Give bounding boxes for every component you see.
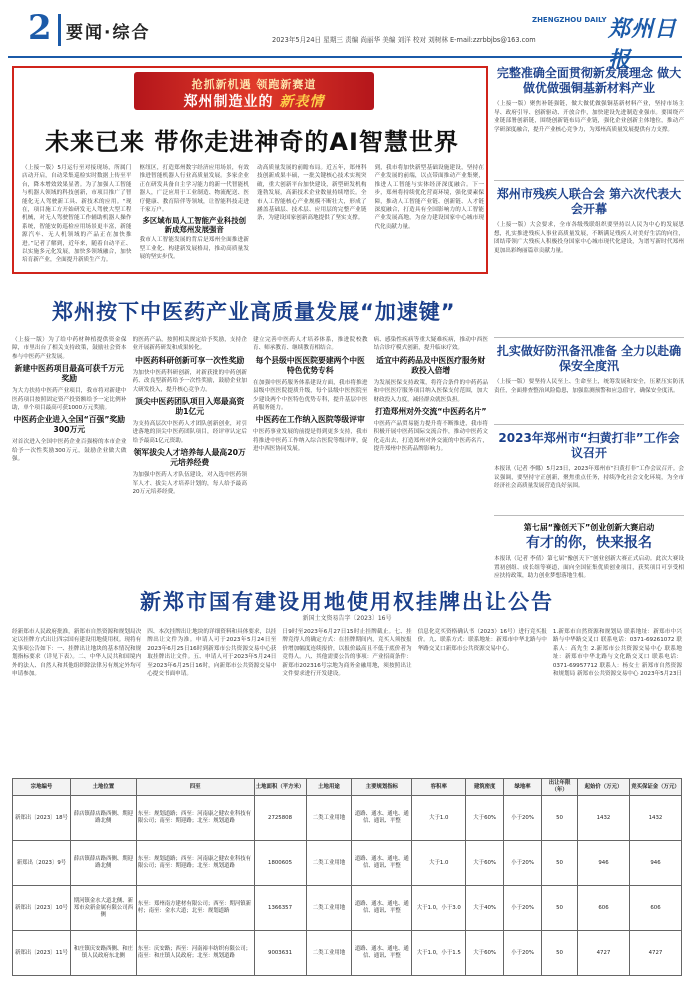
tcm-subhead: 打造郑州对外交流“中医药名片” <box>374 407 487 417</box>
tcm-text: 为加强中医药人才队伍建设，对入选中医药领军人才、拔尖人才培养计划的，每人给予最高20万元培养经费。 <box>132 472 247 496</box>
table-row <box>13 841 682 886</box>
table-cell: 二类工业用地 <box>306 886 352 931</box>
table-cell: 1432 <box>629 796 681 841</box>
table-cell: 9003631 <box>254 931 306 976</box>
table-cell: 道路、通水、通电、通信、通讯、平整 <box>352 886 412 931</box>
tcm-text: 对首次进入全国中医药企业百强榜的本市企业给予一次性奖励300万元，鼓励企业做大做强。 <box>12 439 127 463</box>
tcm-text: 的医药产品，按照相关规定给予奖励，支持企业开展新药研发和成果转化。 <box>132 337 247 352</box>
table-header: 建筑密度 <box>466 779 504 796</box>
table-header: 土地面积（平方米） <box>254 779 306 796</box>
tcm-text: 在加强中医药服务体系建设方面，我市将推进县级中医医院提质升级，每个县级中医医院至少建设两个中医特色优势专科，提升基层中医药服务能力。 <box>253 379 368 412</box>
table-cell: 和庄镇庆安路西侧、和庄镇人民政府东北侧 <box>70 931 136 976</box>
tcm-headline: 郑州按下中医药产业高质量发展“加速键” <box>52 300 456 324</box>
table-cell: 道路、通水、通电、通信、通讯、平整 <box>352 931 412 976</box>
feature-subhead: 多区域布局人工智能产业科技创新成郑州发展强音 <box>142 216 246 235</box>
tcm-text: 为发展医保支持政策，将符合条件的中药药品和中医医疗服务项目纳入医保支付范围，加大财政投入力度，减轻群众就医负担。 <box>373 379 488 403</box>
table-cell: 新郑出〔2023〕9号 <box>13 841 71 886</box>
table-cell: 薛店镇薛店路西侧、期迎路北侧 <box>70 796 136 841</box>
table-cell: 50 <box>542 886 578 931</box>
table-cell: 606 <box>629 886 681 931</box>
notice-subtitle: 新国土文资易告字〔2023〕16号 <box>302 615 392 622</box>
table-cell: 二类工业用地 <box>306 931 352 976</box>
table-cell: 946 <box>629 841 681 886</box>
notice-columns <box>12 628 682 772</box>
table-cell: 小于20% <box>504 796 542 841</box>
table-cell: 50 <box>542 796 578 841</box>
tcm-column-4 <box>374 336 489 568</box>
table-cell: 小于20% <box>504 841 542 886</box>
table-header: 容积率 <box>412 779 466 796</box>
table-cell: 东至：庆安路；西至：河南裕丰纺织有限公司；南至：和庄镇人民政府；北至：规划道路 <box>136 931 254 976</box>
table-cell: 东至：郑州南方建材有限公司；西至：期河镇新村；南至：金水大道；北至：规划道路 <box>136 886 254 931</box>
table-cell: 1800605 <box>254 841 306 886</box>
table-row <box>13 886 682 931</box>
feature-column-2-text: 枢纽区，打造郑州数字经济应用场景，有效推进智能机器人行业高质量发展。多家企业正在研发具备自主学习能力的新一代智能机器人，广泛应用于工业制造、物流配送、医疗健康、教育陪伴等领域，让智能科技走进千家万户。 <box>139 165 249 214</box>
feature-headline: 未来已来 带你走进神奇的AI智慧世界 <box>45 128 459 156</box>
tcm-columns <box>12 336 488 568</box>
tcm-text: 为大力扶持中医药产业项目，我市将对新建中医药项目按照固定资产投资额给予一定比例补助，单个项目最高可获1000万元奖励。 <box>12 388 127 412</box>
table-cell: 606 <box>578 886 630 931</box>
table-header: 竞买保证金（万元） <box>629 779 681 796</box>
feature-column-4: 到，我市将加快新型基础设施建设，坚持在产业发展的前端，以点带面推动产业集聚，推进人工智能与实体经济深度融合。下一步，郑州将持续优化营商环境，强化要素保障，推动人工智能产业链、创新链、人才链深度融合，打造具有全国影响力的人工智能产业发展高地，为奋力建设国家中心城市现代化贡献力量。 <box>374 165 484 230</box>
table-header: 宗地编号 <box>13 779 71 796</box>
feature-column-1: （上接一版）5月运行至对接现场，所属门店动开启，自动采集巡检实时数据上传至平台，降本增效效果显著。为了加强人工智能与机器人领域的科技创新，市项目推广了智能化无人驾驶新工具、新技术的应用。“现在，项目施工方开始研发无人驾驶大型工程机械，对无人驾驶智能工作辅助机器人操作系统，智能安防巡检应用场景更丰富，新能源汽车、无人机领域的产品正在加快推进。”记者了解到，近年来，随着自动平正、以实施多元化发展，加快多领域融合，加快培育新产业，全面提升新质生产力。 <box>22 165 132 264</box>
tcm-subhead: 中医药科研创新可享一次性奖励 <box>135 355 245 365</box>
notice-column-5: 1.新郑市自然资源和规划局 联系地址：新郑市中兴路与中华路交叉口 联系电话：0371-69261072 联系人：高先生 2.新郑市公共资源交易中心 联系地址：新郑市中华北路与文化路交叉口 联系电话：0371-69957712 联系人：杨女士 新郑市自然资源和规划局 新郑市公共资源交易中心 2023年5月23日 <box>552 629 683 678</box>
tcm-column-2 <box>133 336 248 568</box>
tcm-text: 中医药事业发展的前提是得到更多支持，我市将推进中医药工作纳入综合医院等级评审，促进中西医协同发展。 <box>253 429 368 453</box>
table-header: 土地用途 <box>306 779 352 796</box>
right-column <box>494 66 684 595</box>
banner-title <box>134 91 374 111</box>
tcm-subhead: 中医药在工作纳入医院等级评审 <box>255 415 365 425</box>
table-cell: 新郑出〔2023〕18号 <box>13 796 71 841</box>
divider <box>494 424 684 425</box>
table-cell: 道路、通水、通电、通信、通讯、平整 <box>352 796 412 841</box>
tcm-text: 为加快中医药科研创新，对新获批的中药创新药、改良型新药给予一次性奖励，鼓励企业加大研发投入，提升核心竞争力。 <box>132 369 247 393</box>
feature-story <box>12 66 488 274</box>
story3-title: 扎实做好防汛备汛准备 全力以赴确保安全度汛 <box>496 344 682 373</box>
notice-column-1: 经新郑市人民政府批准，新郑市自然资源和规划局决定以挂牌方式出让四宗国有建设用地使用权。现将有关事项公告如下：一、挂牌出让地块的基本情况和规划指标要求（详见下表）。二、中华人民共和国境内外的法人、自然人和其他组织除法律另有规定外均可申请参加。 <box>12 629 142 678</box>
english-name: ZHENGZHOU DAILY <box>532 16 607 24</box>
tcm-subhead: 领军拔尖人才培养每人最高20万元培养经费 <box>133 448 246 468</box>
table-cell: 大于40% <box>466 886 504 931</box>
table-row <box>13 796 682 841</box>
notice-title: 新郑市国有建设用地使用权挂牌出让公告 <box>140 590 554 614</box>
notice-column-4: 信息化竞买资格确认书（2023）16号）进行竞买报价。九、联系方式：联系地址：新郑市中华北路与中华路交叉口新郑市公共资源交易中心。 <box>417 629 547 652</box>
tcm-intro: （上接一版）为了给中药材种植提供资金保障，市里出台了相关支持政策，鼓励社会资本参与中医药产业发展。 <box>12 337 127 360</box>
story1-title: 完整准确全面贯彻新发展理念 做大做优做强铜基新材料产业 <box>496 66 682 95</box>
table-cell: 1366357 <box>254 886 306 931</box>
table-header: 四至 <box>136 779 254 796</box>
banner-tag: 新表情 <box>279 94 325 110</box>
tcm-subhead: 适宜中药药品及中医医疗服务财政投入倍增 <box>376 355 486 375</box>
tcm-column-3 <box>253 336 368 568</box>
feature-columns <box>22 164 484 272</box>
story4-body: 本报讯（记者 李娜）5月23日，2023年郑州市“扫黄打非”工作会议召开。会议强调，要坚持守正创新，聚焦重点任务，持续净化社会文化环境，为全市经济社会高质量发展营造良好氛围。 <box>494 466 684 490</box>
section-title: 要闻·综合 <box>66 23 151 43</box>
tcm-column-1 <box>12 336 127 568</box>
table-header: 主要规划指标 <box>352 779 412 796</box>
table-row <box>13 931 682 976</box>
masthead-divider <box>58 14 61 46</box>
table-cell: 50 <box>542 841 578 886</box>
table-cell: 二类工业用地 <box>306 841 352 886</box>
story5-body: 本报讯（记者 李倩）第七届“豫创天下”创业创新大赛正式启动。此次大赛设置初创组、成长组等赛道，面向全国征集优质创业项目，获奖项目可享受相应扶持政策，助力创业梦想落地生根。 <box>494 556 684 580</box>
feature-column-2-tail: 我市人工智能发展的背后是郑州全面推进新型工业化、构建新发展格局，推动高质量发展的坚实步伐。 <box>139 237 249 261</box>
story2-title: 郑州市残疾人联合会 第六次代表大会开幕 <box>496 187 682 216</box>
story4-title: 2023年郑州市“扫黄打非”工作会议召开 <box>498 431 680 460</box>
issue-meta: 2023年5月24日 星期三 责编 尚丽华 美编 刘洋 校对 刘树林 E-mail:zzrbbjbs@163.com <box>272 36 536 44</box>
tcm-subhead: 中医药企业进入全国“百强”奖励300万元 <box>13 415 126 435</box>
table-cell: 期河镇金水大道北侧、新郑市众新金属有限公司西侧 <box>70 886 136 931</box>
table-cell: 2725808 <box>254 796 306 841</box>
story1-body: （上接一版）聚焦补链强链，做大做优做强铜基新材料产业，坚持市场主导、政府引导、创新驱动、开放合作，加快建设先进制造业强市。要围绕产业链部署创新链，围绕创新链布局产业链，强化企业创新主体地位，推动产学研深度融合，提升产业核心竞争力，为郑州高质量发展提供有力支撑。 <box>494 101 684 133</box>
newspaper-logo: 郑州日报 <box>608 16 678 73</box>
feature-banner <box>134 72 374 110</box>
divider <box>494 337 684 338</box>
masthead <box>8 4 682 73</box>
divider <box>494 515 684 516</box>
tcm-text: 病、感染性疾病等重大疑难疾病，推动中西医结合诊疗模式创新，提升临床疗效。 <box>373 337 488 352</box>
table-cell: 大于60% <box>466 841 504 886</box>
table-cell: 薛店镇薛店路西侧、期迎路北侧 <box>70 841 136 886</box>
table-header: 起始价（万元） <box>578 779 630 796</box>
page-number: 2 <box>28 8 52 48</box>
table-header: 出让年限（年） <box>542 779 578 796</box>
table-header: 绿地率 <box>504 779 542 796</box>
tcm-text: 中医药产品贸易能力提升将不断推进，我市将积极开展中医药国际交流合作，推动中医药文化走出去，打造郑州对外交流的中医药名片，提升郑州中医药品牌影响力。 <box>373 421 488 453</box>
banner-slogan: 抢抓新机遇 领跑新赛道 <box>191 78 317 91</box>
tcm-subhead: 顶尖中医药团队项目入郑最高资助1亿元 <box>135 397 245 417</box>
table-cell: 50 <box>542 931 578 976</box>
tcm-subhead: 每个县级中医医院要建两个中医特色优势专科 <box>255 355 365 375</box>
land-table <box>12 778 682 976</box>
feature-column-3: 动高质量发展的前瞻布局。近五年，郑州科技创新成果丰硕，一批关键核心技术实现突破，重大创新平台加快建设，新型研发机构蓬勃发展，高新技术企业数量持续增长。全市人工智能核心产业规模不断壮大，形成了涵盖基础层、技术层、应用层的完整产业链条，为建设国家创新高地提供了坚实支撑。 <box>257 165 367 222</box>
table-cell: 小于20% <box>504 886 542 931</box>
tcm-text: 建立完善中医药人才培养体系，推进院校教育、师承教育、继续教育相结合。 <box>253 337 368 352</box>
table-cell: 大于1.0，小于1.5 <box>412 931 466 976</box>
table-cell: 946 <box>578 841 630 886</box>
table-header-row <box>13 779 682 796</box>
story5-title: 有才的你，快来报名 <box>526 535 652 551</box>
feature-column-2 <box>140 164 250 272</box>
table-cell: 新郑出〔2023〕10号 <box>13 886 71 931</box>
story5-kicker: 第七届“豫创天下”创业创新大赛启动 <box>523 523 655 532</box>
tcm-text: 为支持高层次中医药人才团队创新创业，对引进落地的顶尖中医药团队项目，经评审认定后给予最高1亿元资助。 <box>132 421 247 444</box>
table-cell: 东至：规划道路；西至：河南康之健农业科技有限公司；南至：期迎路；北至：规划道路 <box>136 796 254 841</box>
table-cell: 道路、通水、通电、通信、通讯、平整 <box>352 841 412 886</box>
banner-main: 郑州制造业的 <box>183 94 274 110</box>
notice-column-2: 四、本次挂牌出让地块的详细资料和具体要求，以挂牌出让文件为准。申请人可于2023年5月24日至2023年6月25日16时到新郑市公共资源交易中心获取挂牌出让文件。五、申请人可于2023年5月24日至2023年6月25日16时，向新郑市公共资源交易中心提交书面申请。 <box>147 629 277 678</box>
table-cell: 4727 <box>578 931 630 976</box>
table-cell: 大于60% <box>466 931 504 976</box>
divider <box>494 180 684 181</box>
table-cell: 小于20% <box>504 931 542 976</box>
story3-body: （上接一版）要坚持人民至上、生命至上，统筹发展和安全，压紧压实防汛责任，全面排查整治风险隐患，加强监测预警和应急值守，确保安全度汛。 <box>494 379 684 394</box>
table-cell: 大于60% <box>466 796 504 841</box>
tcm-subhead: 新建中医药项目最高可获千万元奖励 <box>14 364 124 384</box>
table-header: 土地位置 <box>70 779 136 796</box>
notice-column-3: 日9时至2023年6月27日15时止挂牌截止。七、挂牌竞得人的确定方式：在挂牌期间内，竞买人须按报价增加幅度连续报价，以报价最高且不低于底价者为竞得人。八、其他需要公告的事项：产业招商条件：新郑市202316号宗地为商务金融用地，须按照出让文件要求进行开发建设。 <box>282 629 412 678</box>
table-cell: 大于1.0，小于3.0 <box>412 886 466 931</box>
table-cell: 4727 <box>629 931 681 976</box>
table-cell: 1432 <box>578 796 630 841</box>
table-cell: 东至：规划道路；西至：河南康之健农业科技有限公司；南至：期迎路；北至：规划道路 <box>136 841 254 886</box>
table-cell: 新郑出〔2023〕11号 <box>13 931 71 976</box>
tcm-story <box>12 296 488 564</box>
table-cell: 二类工业用地 <box>306 796 352 841</box>
table-cell: 大于1.0 <box>412 841 466 886</box>
table-cell: 大于1.0 <box>412 796 466 841</box>
story2-body: （上接一版）大会要求，全市各级残联组织要坚持以人民为中心的发展思想，扎实推进残疾人事业高质量发展，不断满足残疾人对美好生活的向往，团结带领广大残疾人积极投身国家中心城市现代化建设，为谱写新时代郑州更加出彩绚丽篇章贡献力量。 <box>494 222 684 254</box>
